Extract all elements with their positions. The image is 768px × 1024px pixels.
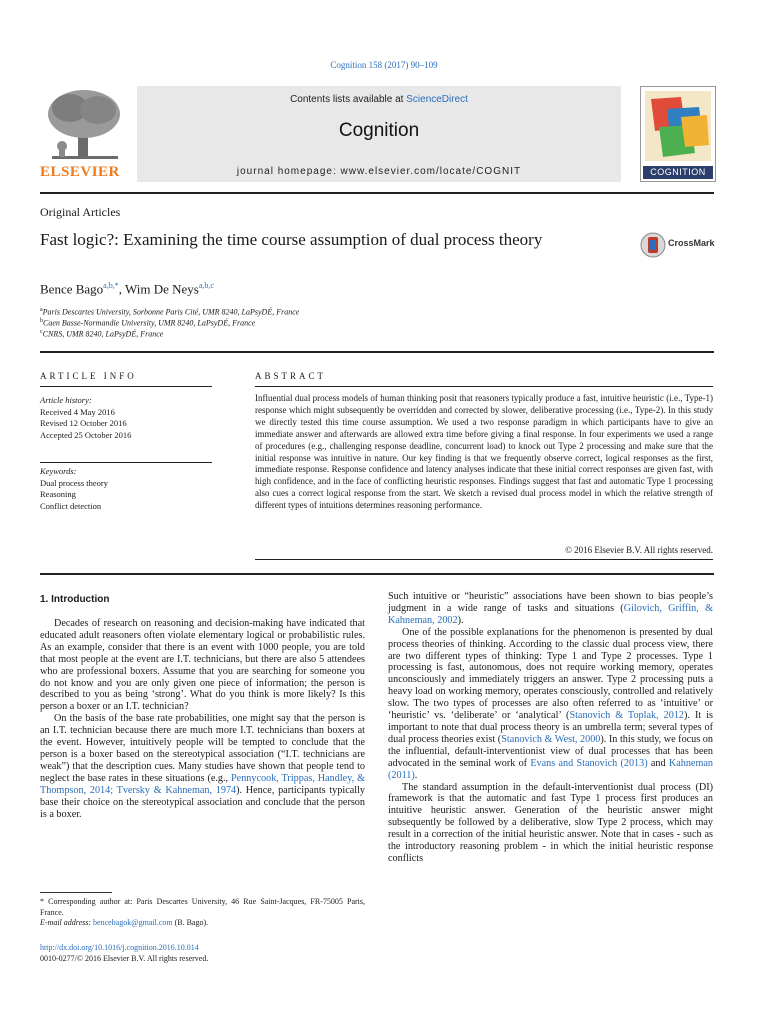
author-line: Bence Bago$^{a,b,*}$, Wim De Neys$^{a,b,c}$ xyxy=(40,281,214,297)
keywords-block xyxy=(40,466,212,512)
citation-link[interactable]: Kahneman (2011) xyxy=(388,757,713,781)
author-affil-marks[interactable]: a,b,c xyxy=(198,281,214,290)
paragraph: One of the possible explanations for the phenomenon is presented by dual process theories of thinking. According to the classic dual process view, there are two different types of thinking: Type 1 and Type 2 processes. Type 1 processing is fast, autonomous, does not require working memory, operates unconsciously and immediately triggers an answer. Type 2 processing puts a heavy load on working memory, operates consciously, controlled and relatively slow. The two types of processes are also often referred to as ‘intuitive’ or ‘heuristic’ vs. ‘deliberate’ or ‘analytical’ (Stanovich & Toplak, 2012). It is important to note that dual process theory is an umbrella term; several types of dual process theories exist (Stanovich & West, 2000). In this study, we focus on the influential, default-interventionist view of dual processes that has been advocated in the seminal work of Evans and Stanovich (2013) and Kahneman (2011). xyxy=(388,626,713,781)
crossmark-icon xyxy=(640,231,666,261)
history-label: Article history: xyxy=(40,395,92,405)
crossmark-badge[interactable] xyxy=(640,231,720,261)
crossmark-label: CrossMark xyxy=(668,238,715,248)
abstract-heading: ABSTRACT xyxy=(255,371,327,381)
citation-link[interactable]: Stanovich & Toplak, 2012 xyxy=(569,710,685,722)
keyword: Reasoning xyxy=(40,489,76,499)
accepted-date: Accepted 25 October 2016 xyxy=(40,429,132,440)
body-column-left xyxy=(40,618,365,820)
body-top-rule xyxy=(40,573,714,575)
keywords-rule xyxy=(40,462,212,463)
journal-banner xyxy=(137,86,621,182)
contents-line xyxy=(137,94,621,105)
elsevier-wordmark: ELSEVIER xyxy=(40,164,120,180)
citation-link[interactable]: Stanovich & West, 2000 xyxy=(501,733,601,745)
author-affil-marks[interactable]: a,b,* xyxy=(103,281,119,290)
revised-date: Revised 12 October 2016 xyxy=(40,418,127,428)
paragraph: On the basis of the base rate probabilities, one might say that the person is an I.T. technician because there are much more I.T. technicians than boxers at the event. However, intuitively people will be tempted to conclude that the person is a boxer based on the stereotypical association (“I.T. technicians are weak”) that the description cues. Many studies have shown that people tend to neglect the base rates in these situations (e.g., Pennycook, Trippas, Handley, & Thompson, 2014; Tversky & Kahneman, 1974). Hence, participants typically base their choice on the stereotypical association and conclude that the person is a boxer. xyxy=(40,713,365,820)
section-label: Original Articles xyxy=(40,205,121,219)
abstract-rule xyxy=(255,386,713,387)
body-column-right xyxy=(388,591,713,865)
paragraph: Decades of research on reasoning and decision-making have indicated that educated adult reasoners often violate elementary logical or probabilistic rules. As an example, consider that there is an event with 1000 people, you are told that most people at the event are I.T. technicians, but there are also 5 attendees who are professional boxers. Assume that you are searching for someone you do not know and you are only given one piece of information; the person is described to you as being ‘strong’. What do you think is more likely? Is this person a boxer or an I.T. technician? xyxy=(40,618,365,713)
received-date: Received 4 May 2016 xyxy=(40,406,115,417)
article-history xyxy=(40,395,212,441)
journal-citation[interactable]: Cognition 158 (2017) 90–109 xyxy=(330,60,438,70)
article-info-rule xyxy=(40,386,212,387)
abstract-text: Influential dual process models of human thinking posit that reasoners typically produce a fast, intuitive heuristic (i.e., Type-1) response which might subsequently be overridden and corrected by slower, deliberative processing (i.e., Type-2). In this study we directly tested this time course assumption. We used a two response paradigm in which participants have to give an immediate answer and afterwards are allowed extra time before giving a final response. In four experiments we used a range of procedures (e.g., challenging response deadline, concurrent load) to knock out Type 2 processing and make sure that the initial response was intuitive in nature. Our key finding is that we frequently observe correct, logical responses as the first, immediate response. Response confidence and latency analyses indicate that these initial correct responses are given fast, with high confidence, and in the face of conflicting heuristic responses. Findings suggest that fast and automatic Type 1 processing also cues a correct logical response from the start. We sketch a revised dual process model in which the relative strength of different types of intuitions determines reasoning performance. xyxy=(255,393,713,511)
journal-cover-image xyxy=(640,86,716,182)
keywords-label: Keywords: xyxy=(40,466,77,476)
article-info-heading: ARTICLE INFO xyxy=(40,371,137,381)
citation-link[interactable]: Gilovich, Griffin, & Kahneman, 2002 xyxy=(388,602,713,626)
affiliation-c: $^c$CNRS, UMR 8240, LaPsyDÉ, France xyxy=(40,329,164,339)
keyword: Conflict detection xyxy=(40,500,102,511)
email-note: E-mail address: bencebagok@gmail.com (B. Bago). xyxy=(40,918,209,927)
article-title: Fast logic?: Examining the time course assumption of dual process theory xyxy=(40,230,543,249)
header-rule xyxy=(40,192,714,194)
contents-prefix: Contents lists available at xyxy=(290,94,407,105)
footnote-rule xyxy=(40,892,112,893)
citation-link[interactable]: Evans and Stanovich (2013) xyxy=(530,757,648,769)
doi-block xyxy=(40,942,208,964)
info-top-rule xyxy=(40,351,714,353)
paragraph: Such intuitive or “heuristic” associations have been shown to bias people’s judgment in a wide range of tasks and situations (Gilovich, Griffin, & Kahneman, 2002). xyxy=(388,591,713,626)
corresponding-author-note: * Corresponding author at: Paris Descartes University, 46 Rue Saint-Jacques, FR-75005 Paris, France. xyxy=(40,897,365,917)
journal-homepage[interactable]: journal homepage: www.elsevier.com/locate/COGNIT xyxy=(236,166,522,177)
doi-link[interactable]: http://dx.doi.org/10.1016/j.cognition.2016.10.014 xyxy=(40,943,199,952)
paragraph: The standard assumption in the default-interventionist dual process (DI) framework is that the automatic and fast Type 1 process first produces an intuitive heuristic answer. Generation of the heuristic answer might subsequently be followed by a deliberative, slow Type 2 process, which may result in a correction of the initial heuristic answer. Note that in cases - such as the introductory reasoning problem - in which the initial heuristic response conflicts xyxy=(388,781,713,864)
keyword: Dual process theory xyxy=(40,477,108,488)
journal-title: Cognition xyxy=(338,120,420,141)
author-name: Bence Bago xyxy=(40,281,104,297)
abstract-bottom-rule xyxy=(255,559,713,560)
affiliation-a: $^a$Paris Descartes University, Sorbonne Paris Cité, UMR 8240, LaPsyDÉ, France xyxy=(40,307,300,317)
affiliation-b: $^b$Caen Basse-Normandie University, UMR 8240, LaPsyDÉ, France xyxy=(40,318,256,328)
author-name: Wim De Neys xyxy=(125,281,199,297)
issn-line: 0010-0277/© 2016 Elsevier B.V. All rights reserved. xyxy=(40,954,209,963)
abstract-copyright: © 2016 Elsevier B.V. All rights reserved. xyxy=(565,545,713,555)
citation-link[interactable]: Pennycook, Trippas, Handley, & Thompson, 2014; Tversky & Kahneman, 1974 xyxy=(40,772,365,796)
sciencedirect-link[interactable]: ScienceDirect xyxy=(406,94,468,105)
cover-label: COGNITION xyxy=(643,166,713,179)
section-heading-introduction: 1. Introduction xyxy=(40,594,110,605)
email-link[interactable]: bencebagok@gmail.com xyxy=(93,918,173,927)
